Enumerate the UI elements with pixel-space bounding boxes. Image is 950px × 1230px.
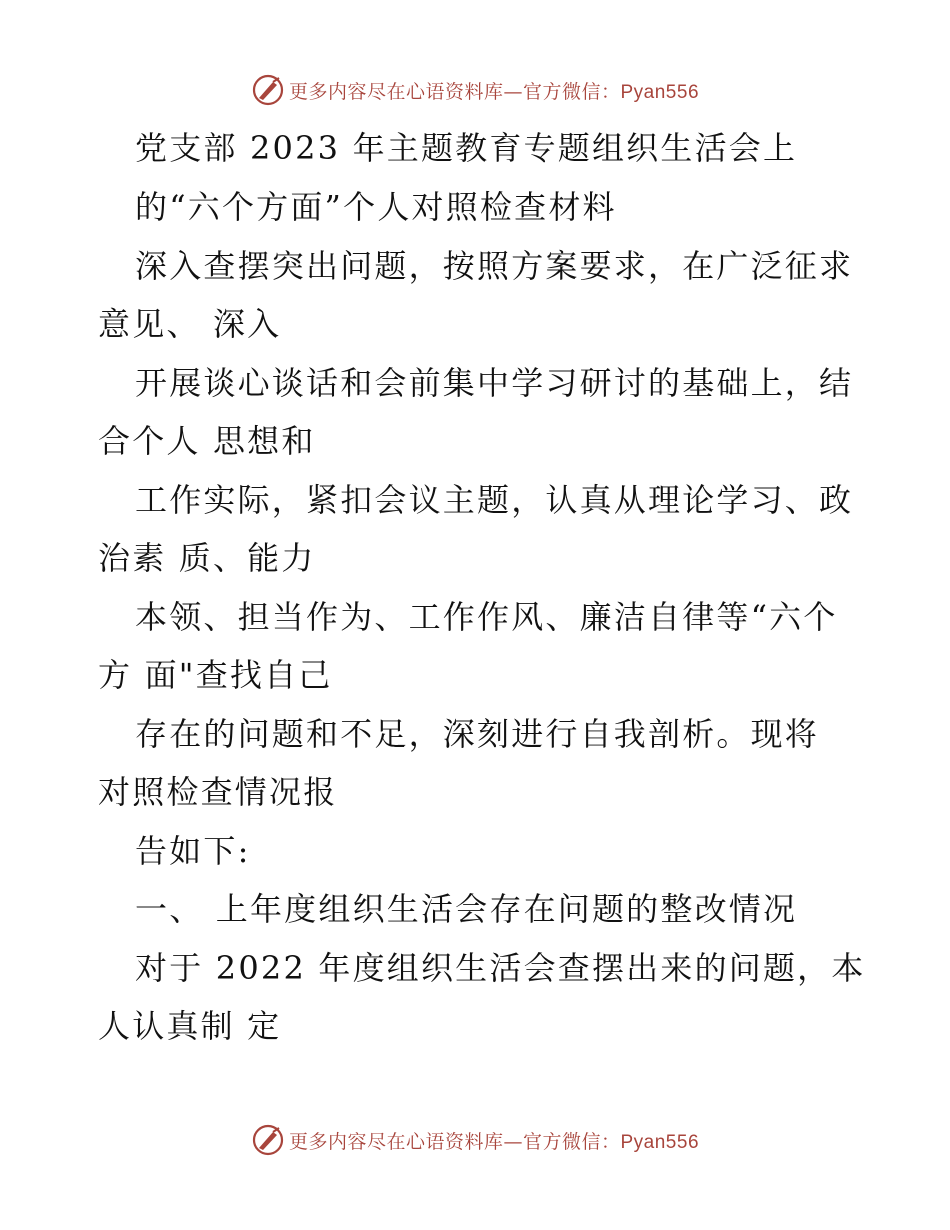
- paragraph-line: 人认真制 定: [98, 1007, 282, 1045]
- header-watermark-banner: [0, 70, 950, 110]
- paragraph-line: 对照检查情况报: [98, 773, 338, 811]
- section-heading: 一、 上年度组织生活会存在问题的整改情况: [135, 890, 798, 928]
- paragraph-line: 治素 质、能力: [98, 539, 316, 577]
- doc-title-line-1: 党支部 2023 年主题教育专题组织生活会上: [135, 129, 798, 167]
- paragraph-line: 合个人 思想和: [98, 422, 316, 460]
- footer-watermark-banner: [0, 1120, 950, 1160]
- paragraph-line: 工作实际，紧扣会议主题，认真从理论学习、政: [135, 481, 854, 519]
- paragraph-line: 告如下:: [135, 832, 251, 870]
- footer-watermark-text: 更多内容尽在心语资料库—官方微信：Pyan556: [288, 1130, 700, 1153]
- paragraph-line: 对于 2022 年度组织生活会查摆出来的问题，本: [135, 949, 866, 987]
- quill-logo-icon: [251, 1123, 285, 1157]
- header-watermark-text: 更多内容尽在心语资料库—官方微信：Pyan556: [288, 80, 700, 103]
- doc-title-line-2: 的“六个方面”个人对照检查材料: [135, 188, 617, 226]
- paragraph-line: 方 面"查找自己: [98, 656, 333, 694]
- paragraph-line: 意见、 深入: [98, 305, 282, 343]
- paragraph-line: 开展谈心谈话和会前集中学习研讨的基础上，结: [135, 364, 854, 402]
- paragraph-line: 存在的问题和不足，深刻进行自我剖析。现将: [135, 715, 820, 753]
- paragraph-line: 深入查摆突出问题，按照方案要求，在广泛征求: [135, 247, 854, 285]
- paragraph-line: 本领、担当作为、工作作风、廉洁自律等“六个: [135, 598, 838, 636]
- quill-logo-icon: [251, 73, 285, 107]
